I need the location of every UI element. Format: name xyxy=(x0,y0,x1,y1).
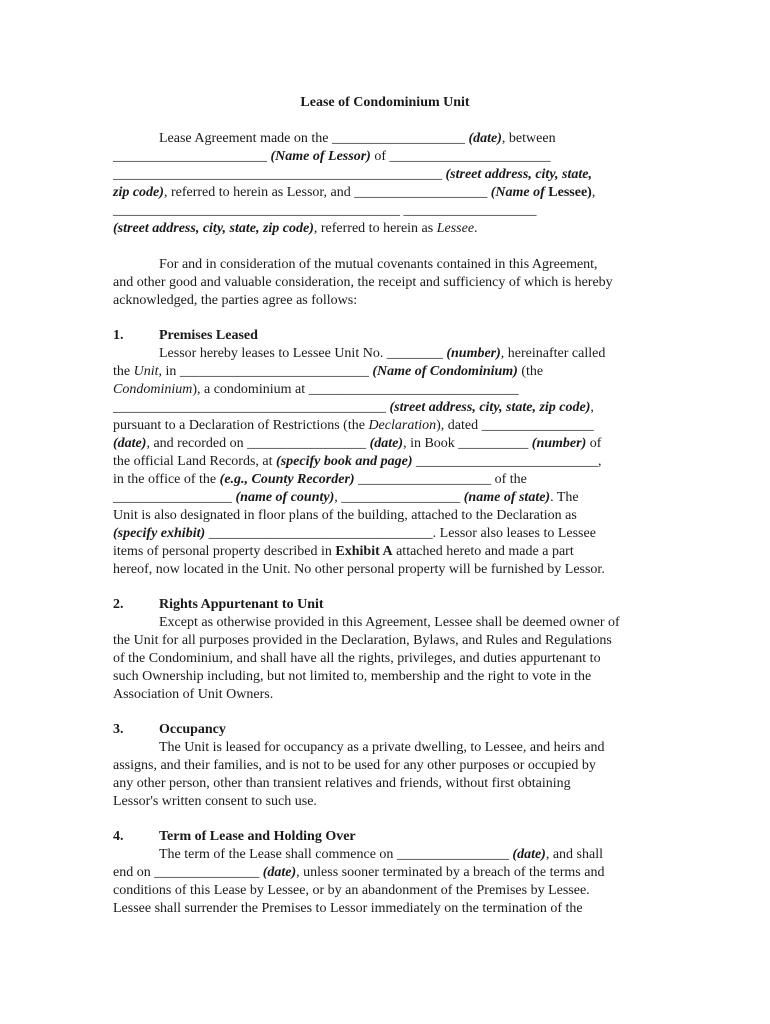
defined-term: Lessee xyxy=(436,221,475,236)
placeholder-exhibit: (specify exhibit) xyxy=(113,526,206,541)
s3-line-3: any other person, other than transient relatives and friends, without first obtaining xyxy=(113,776,571,791)
intro-line-6 xyxy=(113,220,478,238)
section-heading: Occupancy xyxy=(159,722,226,737)
exhibit-reference: Exhibit A xyxy=(335,544,393,559)
section-heading: Term of Lease and Holding Over xyxy=(159,829,356,844)
text: The term of the Lease shall commence on ________________ xyxy=(159,847,513,862)
s3-line-1: The Unit is leased for occupancy as a private dwelling, to Lessee, and heirs and xyxy=(159,740,605,755)
s1-line-6 xyxy=(113,435,601,453)
placeholder-recorder: (e.g., County Recorder) xyxy=(219,472,355,487)
defined-term: Condominium xyxy=(113,382,193,397)
s1-line-3 xyxy=(113,381,519,399)
text: , between xyxy=(501,131,556,146)
consideration-line-2: and other good and valuable consideration, the receipt and sufficiency of which is hereby xyxy=(113,275,613,290)
text: ___________________ of the xyxy=(354,472,527,487)
consideration-line-3: acknowledged, the parties agree as follows: xyxy=(113,293,358,308)
s1-line-12 xyxy=(113,543,574,561)
s4-line-2 xyxy=(113,864,604,882)
text: , referred to herein as xyxy=(313,221,437,236)
document-title: Lease of Condominium Unit xyxy=(300,95,470,110)
placeholder-state: (name of state) xyxy=(463,490,551,505)
section-heading: Premises Leased xyxy=(159,328,258,343)
text: ________________________________. Lessor also leases to Lessee xyxy=(205,526,596,541)
s1-line-13: hereof, now located in the Unit. No other personal property will be furnished by Lessor. xyxy=(113,562,605,577)
s1-line-11 xyxy=(113,525,596,543)
placeholder-date: (date) xyxy=(113,436,147,451)
intro-line-3 xyxy=(113,166,592,184)
text: , referred to herein as Lessor, and ___________________ xyxy=(163,185,491,200)
text: the xyxy=(113,364,134,379)
placeholder-date: (date) xyxy=(512,847,546,862)
text: , _________________ xyxy=(334,490,464,505)
consideration-line-1: For and in consideration of the mutual covenants contained in this Agreement, xyxy=(159,257,598,272)
section-heading: Rights Appurtenant to Unit xyxy=(159,597,324,612)
s1-line-5 xyxy=(113,417,594,435)
text: Lease Agreement made on the ___________________ xyxy=(159,131,469,146)
text: , and recorded on _________________ xyxy=(146,436,370,451)
intro-line-2 xyxy=(113,148,550,166)
defined-term: Unit xyxy=(133,364,159,379)
s3-line-2: assigns, and their families, and is not to be used for any other purposes or occupied by xyxy=(113,758,596,773)
placeholder-address: zip code) xyxy=(113,185,164,200)
text: , unless sooner terminated by a breach of the terms and xyxy=(296,865,605,880)
text: _______________________________________ xyxy=(113,400,390,415)
s2-line-3: of the Condominium, and shall have all the rights, privileges, and duties appurtenant to xyxy=(113,651,601,666)
text: the official Land Records, at xyxy=(113,454,277,469)
text: (the xyxy=(517,364,544,379)
s2-line-4: such Ownership including, but not limited to, membership and the right to vote in the xyxy=(113,669,592,684)
text: end on _______________ xyxy=(113,865,263,880)
s1-line-2 xyxy=(113,363,543,381)
text: , in ___________________________ xyxy=(158,364,373,379)
text: ), a condominium at ______________________________ xyxy=(192,382,519,397)
s4-line-4: Lessee shall surrender the Premises to Lessor immediately on the termination of the xyxy=(113,901,583,916)
text: , hereinafter called xyxy=(500,346,606,361)
section-number: 2. xyxy=(113,597,124,612)
text: , in Book __________ xyxy=(403,436,532,451)
placeholder-county: (name of county) xyxy=(235,490,335,505)
text: . xyxy=(474,221,478,236)
text: ______________________ xyxy=(113,149,271,164)
placeholder-name-of-lessor: (Name of Lessor) xyxy=(270,149,371,164)
text: , xyxy=(590,400,594,415)
s1-line-4 xyxy=(113,399,594,417)
section-number: 4. xyxy=(113,829,124,844)
placeholder-book-page: (specify book and page) xyxy=(276,454,413,469)
text: attached hereto and made a part xyxy=(392,544,574,559)
text: _______________________________________________ xyxy=(113,167,446,182)
placeholder-name-of-condominium: (Name of Condominium) xyxy=(372,364,518,379)
text: of _______________________ xyxy=(370,149,551,164)
s2-line-2: the Unit for all purposes provided in the Declaration, Bylaws, and Rules and Regulations xyxy=(113,633,612,648)
placeholder-name-of-lessee: Lessee) xyxy=(548,185,592,200)
text: , xyxy=(591,185,596,200)
defined-term: Declaration xyxy=(368,418,437,433)
intro-line-1 xyxy=(159,130,556,148)
text: in the office of the xyxy=(113,472,220,487)
s4-line-3: conditions of this Lease by Lessee, or by an abandonment of the Premises by Lessee. xyxy=(113,883,590,898)
section-number: 3. xyxy=(113,722,124,737)
placeholder-date: (date) xyxy=(262,865,297,880)
s2-line-1: Except as otherwise provided in this Agreement, Lessee shall be deemed owner of xyxy=(159,615,620,630)
placeholder-number: (number) xyxy=(531,436,587,451)
placeholder-address: (street address, city, state, xyxy=(445,167,592,182)
placeholder-number: (number) xyxy=(446,346,501,361)
intro-line-4 xyxy=(113,184,595,202)
s1-line-9 xyxy=(113,489,579,507)
text: __________________________, xyxy=(412,454,602,469)
text: , and shall xyxy=(545,847,603,862)
intro-line-5: _________________________________________ ___________________ xyxy=(113,203,537,218)
s1-line-7 xyxy=(113,453,602,471)
s3-line-4: Lessor's written consent to such use. xyxy=(113,794,317,809)
placeholder-date: (date) xyxy=(468,131,502,146)
s4-line-1 xyxy=(159,846,603,864)
text: of xyxy=(586,436,602,451)
text: pursuant to a Declaration of Restrictions (the xyxy=(113,418,369,433)
placeholder-name-of-lessee: (Name of xyxy=(490,185,549,200)
text: ), dated ________________ xyxy=(436,418,594,433)
placeholder-date: (date) xyxy=(369,436,404,451)
s2-line-5: Association of Unit Owners. xyxy=(113,687,274,702)
placeholder-address: (street address, city, state, zip code) xyxy=(113,221,314,236)
text: items of personal property described in xyxy=(113,544,336,559)
text: Lessor hereby leases to Lessee Unit No. ________ xyxy=(159,346,447,361)
s1-line-8 xyxy=(113,471,527,489)
text: . The xyxy=(550,490,579,505)
text: _________________ xyxy=(113,490,236,505)
s1-line-10: Unit is also designated in floor plans of the building, attached to the Declaration as xyxy=(113,508,577,523)
placeholder-address: (street address, city, state, zip code) xyxy=(389,400,591,415)
s1-line-1 xyxy=(159,345,605,363)
section-number: 1. xyxy=(113,328,124,343)
